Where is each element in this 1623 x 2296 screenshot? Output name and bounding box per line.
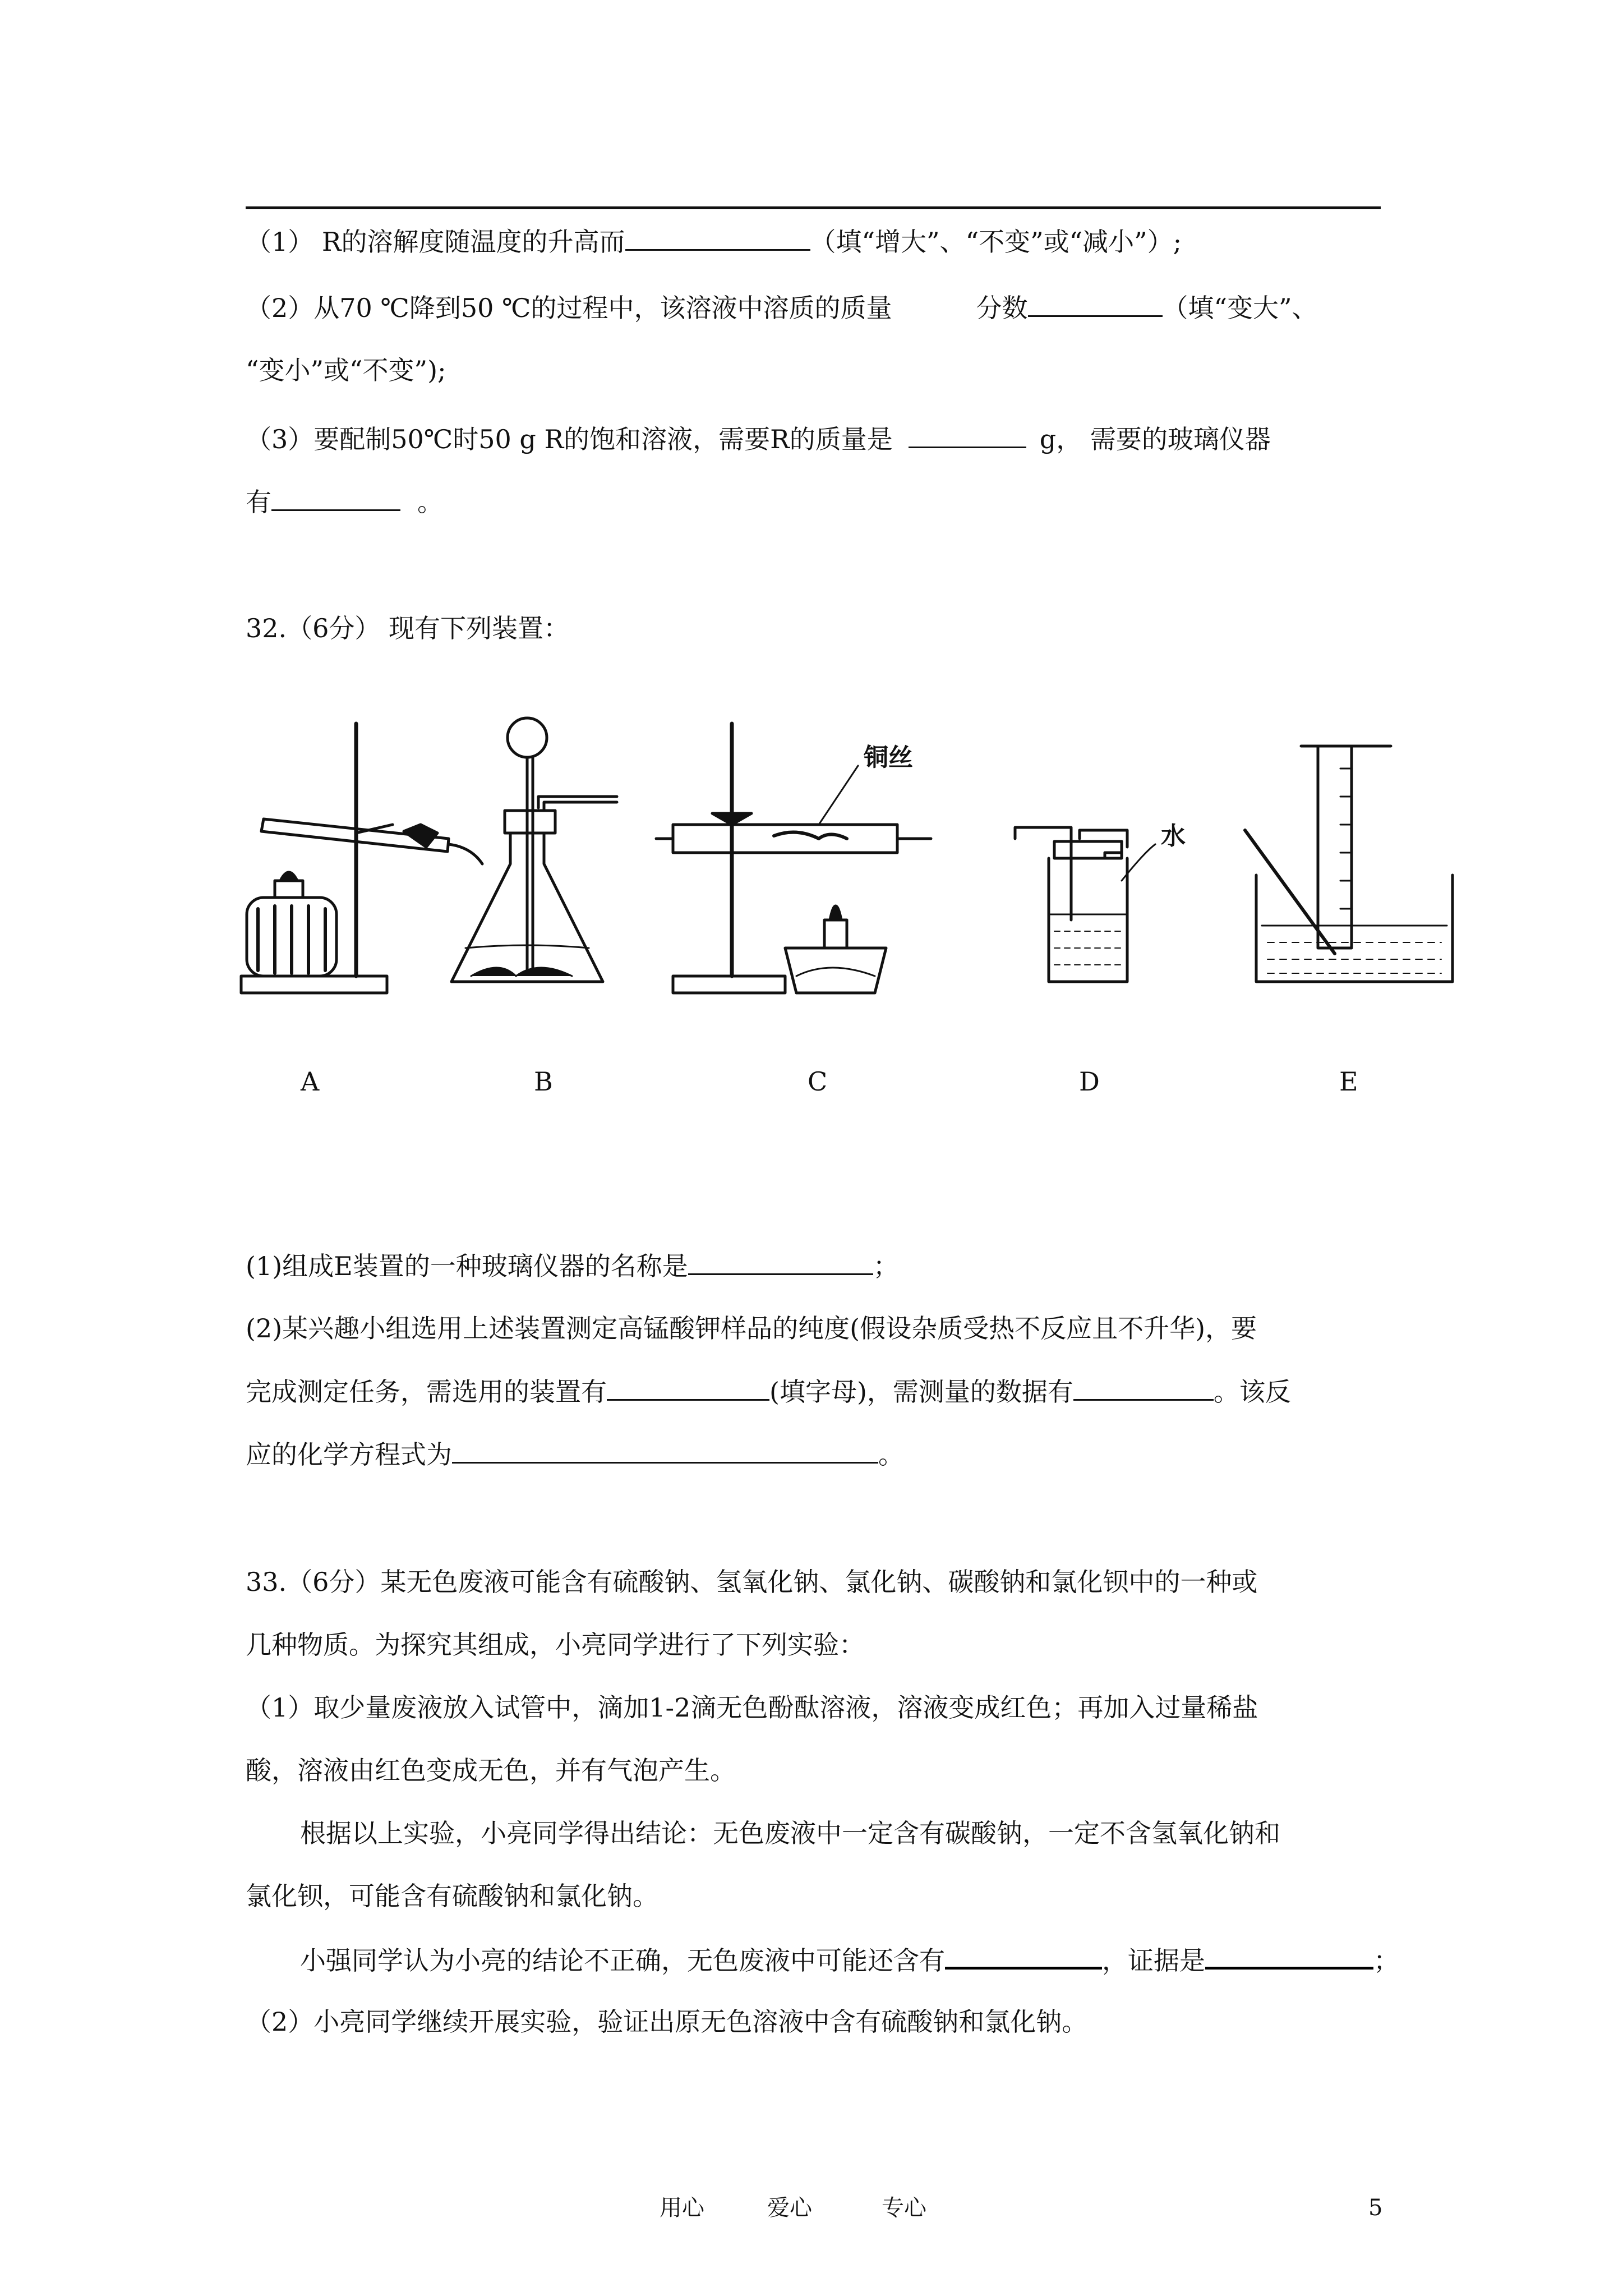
apparatus-label-c: C xyxy=(808,1066,828,1097)
q33-conclusion: 根据以上实验，小亮同学得出结论：无色废液中一定含有碳酸钠，一定不含氢氧化钠和 xyxy=(300,1818,1280,1848)
answer-blank[interactable] xyxy=(452,1437,878,1464)
q32-part1: (1)组成E装置的一种玻璃仪器的名称是 ； xyxy=(246,1249,899,1283)
q31-part3: （3）要配制50℃时50 g R的饱和溶液，需要R的质量是 g， 需要的玻璃仪器 xyxy=(246,422,1271,456)
q33-part1-cont: 酸，溶液由红色变成无色，并有气泡产生。 xyxy=(246,1755,736,1786)
copper-wire-tag: 铜丝 xyxy=(864,743,913,772)
answer-blank[interactable] xyxy=(688,1249,873,1275)
footer-slogan-3: 专心 xyxy=(882,2195,926,2221)
answer-blank[interactable] xyxy=(945,1942,1102,1970)
q32-part2-equation: 应的化学方程式为 。 xyxy=(246,1437,904,1471)
apparatus-label-e: E xyxy=(1339,1066,1358,1097)
answer-blank[interactable] xyxy=(607,1374,769,1401)
page-number: 5 xyxy=(1368,2195,1383,2221)
header-rule xyxy=(246,206,1381,209)
answer-blank[interactable] xyxy=(1028,291,1163,317)
q33-intro: 33.（6分）某无色废液可能含有硫酸钠、氢氧化钠、氯化钠、碳酸钠和氯化钡中的一种或 xyxy=(246,1567,1258,1597)
water-tag: 水 xyxy=(1161,822,1186,850)
q33-rebuttal: 小强同学认为小亮的结论不正确，无色废液中可能还含有 ，证据是 ； xyxy=(300,1942,1399,1977)
q33-conclusion-cont: 氯化钡，可能含有硫酸钠和氯化钠。 xyxy=(246,1881,658,1911)
q32-part2: (2)某兴趣小组选用上述装置测定高锰酸钾样品的纯度(假设杂质受热不反应且不升华)，要 xyxy=(246,1313,1257,1343)
apparatus-b xyxy=(451,718,617,982)
q32-part2-cont: 完成测定任务，需选用的装置有 (填字母)，需测量的数据有 。该反 xyxy=(246,1374,1291,1409)
q33-intro-cont: 几种物质。为探究其组成，小亮同学进行了下列实验： xyxy=(246,1630,865,1660)
q32-heading: 32.（6分） 现有下列装置： xyxy=(246,613,570,643)
answer-blank[interactable] xyxy=(909,422,1026,448)
footer-slogan-1: 用心 xyxy=(660,2195,704,2221)
apparatus-a xyxy=(241,724,482,993)
q31-part2-cont: “变小”或“不变”); xyxy=(246,355,446,385)
apparatus-label-a: A xyxy=(301,1066,320,1097)
q31-part2: （2）从70 ℃降到50 ℃的过程中，该溶液中溶质的质量 分数 （填“变大”、 xyxy=(246,291,1318,325)
apparatus-d xyxy=(1015,827,1155,982)
q33-part1: （1）取少量废液放入试管中，滴加1-2滴无色酚酞溶液，溶液变成红色；再加入过量稀盐 xyxy=(246,1692,1258,1723)
apparatus-label-b: B xyxy=(534,1066,553,1097)
apparatus-figure xyxy=(236,712,1492,1027)
q31-part1: （1） R的溶解度随温度的升高而 （填“增大”、“不变”或“减小”）; xyxy=(246,224,1182,259)
q33-part2: （2）小亮同学继续开展实验，验证出原无色溶液中含有硫酸钠和氯化钠。 xyxy=(246,2007,1088,2037)
answer-blank[interactable] xyxy=(1205,1942,1373,1970)
apparatus-e xyxy=(1245,746,1453,982)
apparatus-label-d: D xyxy=(1079,1066,1100,1097)
answer-blank[interactable] xyxy=(271,485,400,511)
answer-blank[interactable] xyxy=(625,224,810,251)
q31-part3-cont: 有 。 xyxy=(246,485,443,519)
footer-slogan-2: 爱心 xyxy=(767,2195,812,2221)
answer-blank[interactable] xyxy=(1073,1374,1214,1401)
